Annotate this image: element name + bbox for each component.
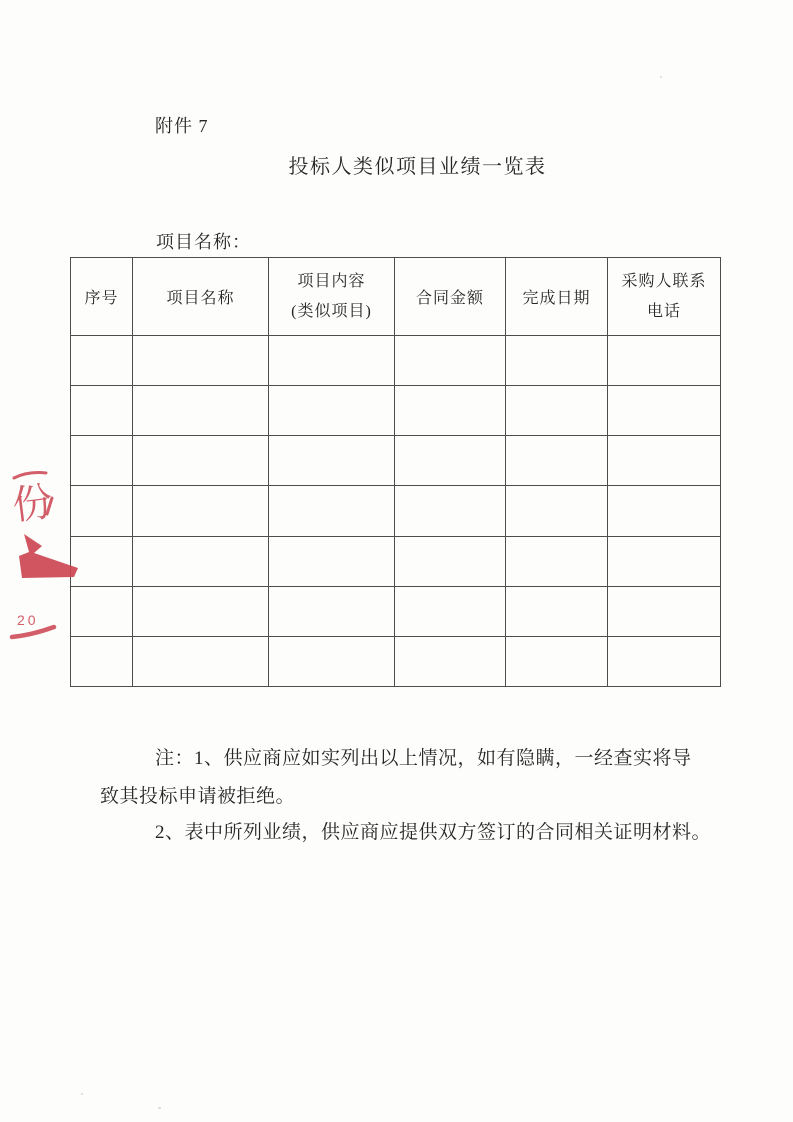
table-row: [71, 336, 721, 386]
table-cell: [506, 336, 608, 386]
table-cell: [395, 536, 506, 586]
table-cell: [269, 536, 395, 586]
scan-speck: [81, 1093, 83, 1095]
note-line-1: 注：1、供应商应如实列出以上情况，如有隐瞒，一经查实将导: [155, 748, 692, 769]
header-cell-completion-date: 完成日期: [506, 258, 608, 336]
table-cell: [133, 536, 269, 586]
table-cell: [133, 436, 269, 486]
table-cell: [506, 536, 608, 586]
table-cell: [395, 436, 506, 486]
table-cell: [269, 436, 395, 486]
table-cell: [608, 336, 721, 386]
header-cell-purchaser-contact: [608, 258, 721, 336]
red-handwriting-mark-1: [10, 473, 55, 529]
header-cell-project-content-line2: (类似项目): [291, 302, 372, 320]
table-row: [71, 636, 721, 686]
header-cell-purchaser-contact-line1: 采购人联系: [621, 272, 707, 290]
document-title: 投标人类似项目业绩一览表: [288, 156, 547, 178]
table-cell: [269, 636, 395, 686]
table-cell: [71, 536, 133, 586]
attachment-label: 附件 7: [155, 116, 209, 136]
table-cell: [608, 486, 721, 536]
note-line-3: 2、表中所列业绩，供应商应提供双方签订的合同相关证明材料。: [155, 822, 712, 843]
table-cell: [133, 386, 269, 436]
table-cell: [71, 586, 133, 636]
table-row: [71, 486, 721, 536]
table-cell: [71, 436, 133, 486]
table-row: [71, 536, 721, 586]
table-cell: [133, 636, 269, 686]
table-cell: [506, 636, 608, 686]
table-cell: [133, 486, 269, 536]
project-name-label: 项目名称：: [156, 232, 251, 252]
table-cell: [608, 386, 721, 436]
table-cell: [269, 336, 395, 386]
header-cell-purchaser-contact-line2: 电话: [646, 302, 681, 320]
table-cell: [269, 486, 395, 536]
table-cell: [71, 336, 133, 386]
table-row: [71, 436, 721, 486]
table-cell: [395, 586, 506, 636]
scan-speck: [660, 76, 662, 78]
header-cell-project-content-line1: 项目内容: [297, 272, 366, 290]
table-cell: [506, 486, 608, 536]
table-cell: [506, 586, 608, 636]
table-cell: [395, 486, 506, 536]
table-body: [71, 336, 721, 687]
table-cell: [608, 586, 721, 636]
table-cell: [269, 386, 395, 436]
table-cell: [71, 486, 133, 536]
table-cell: [71, 636, 133, 686]
table-cell: [395, 336, 506, 386]
table-row: [71, 386, 721, 436]
header-cell-project-name: 项目名称: [133, 258, 269, 336]
table-cell: [395, 636, 506, 686]
table-cell: [71, 386, 133, 436]
header-cell-contract-amount: 合同金额: [395, 258, 506, 336]
table-header-row: [71, 258, 721, 336]
table-cell: [608, 436, 721, 486]
note-line-2: 致其投标申请被拒绝。: [100, 786, 296, 807]
table-cell: [608, 536, 721, 586]
table-cell: [506, 386, 608, 436]
red-mark-number: 20: [17, 612, 39, 628]
table-cell: [133, 336, 269, 386]
table-cell: [608, 636, 721, 686]
scan-speck: [158, 1107, 161, 1109]
header-cell-seq: 序号: [71, 258, 133, 336]
red-mark-character: 份: [9, 478, 56, 529]
red-swoosh-mark-3: [12, 612, 54, 637]
table-cell: [395, 386, 506, 436]
table-row: [71, 586, 721, 636]
table-cell: [133, 586, 269, 636]
table-cell: [269, 586, 395, 636]
table-cell: [506, 436, 608, 486]
performance-table: [70, 257, 721, 687]
header-cell-project-content: [269, 258, 395, 336]
